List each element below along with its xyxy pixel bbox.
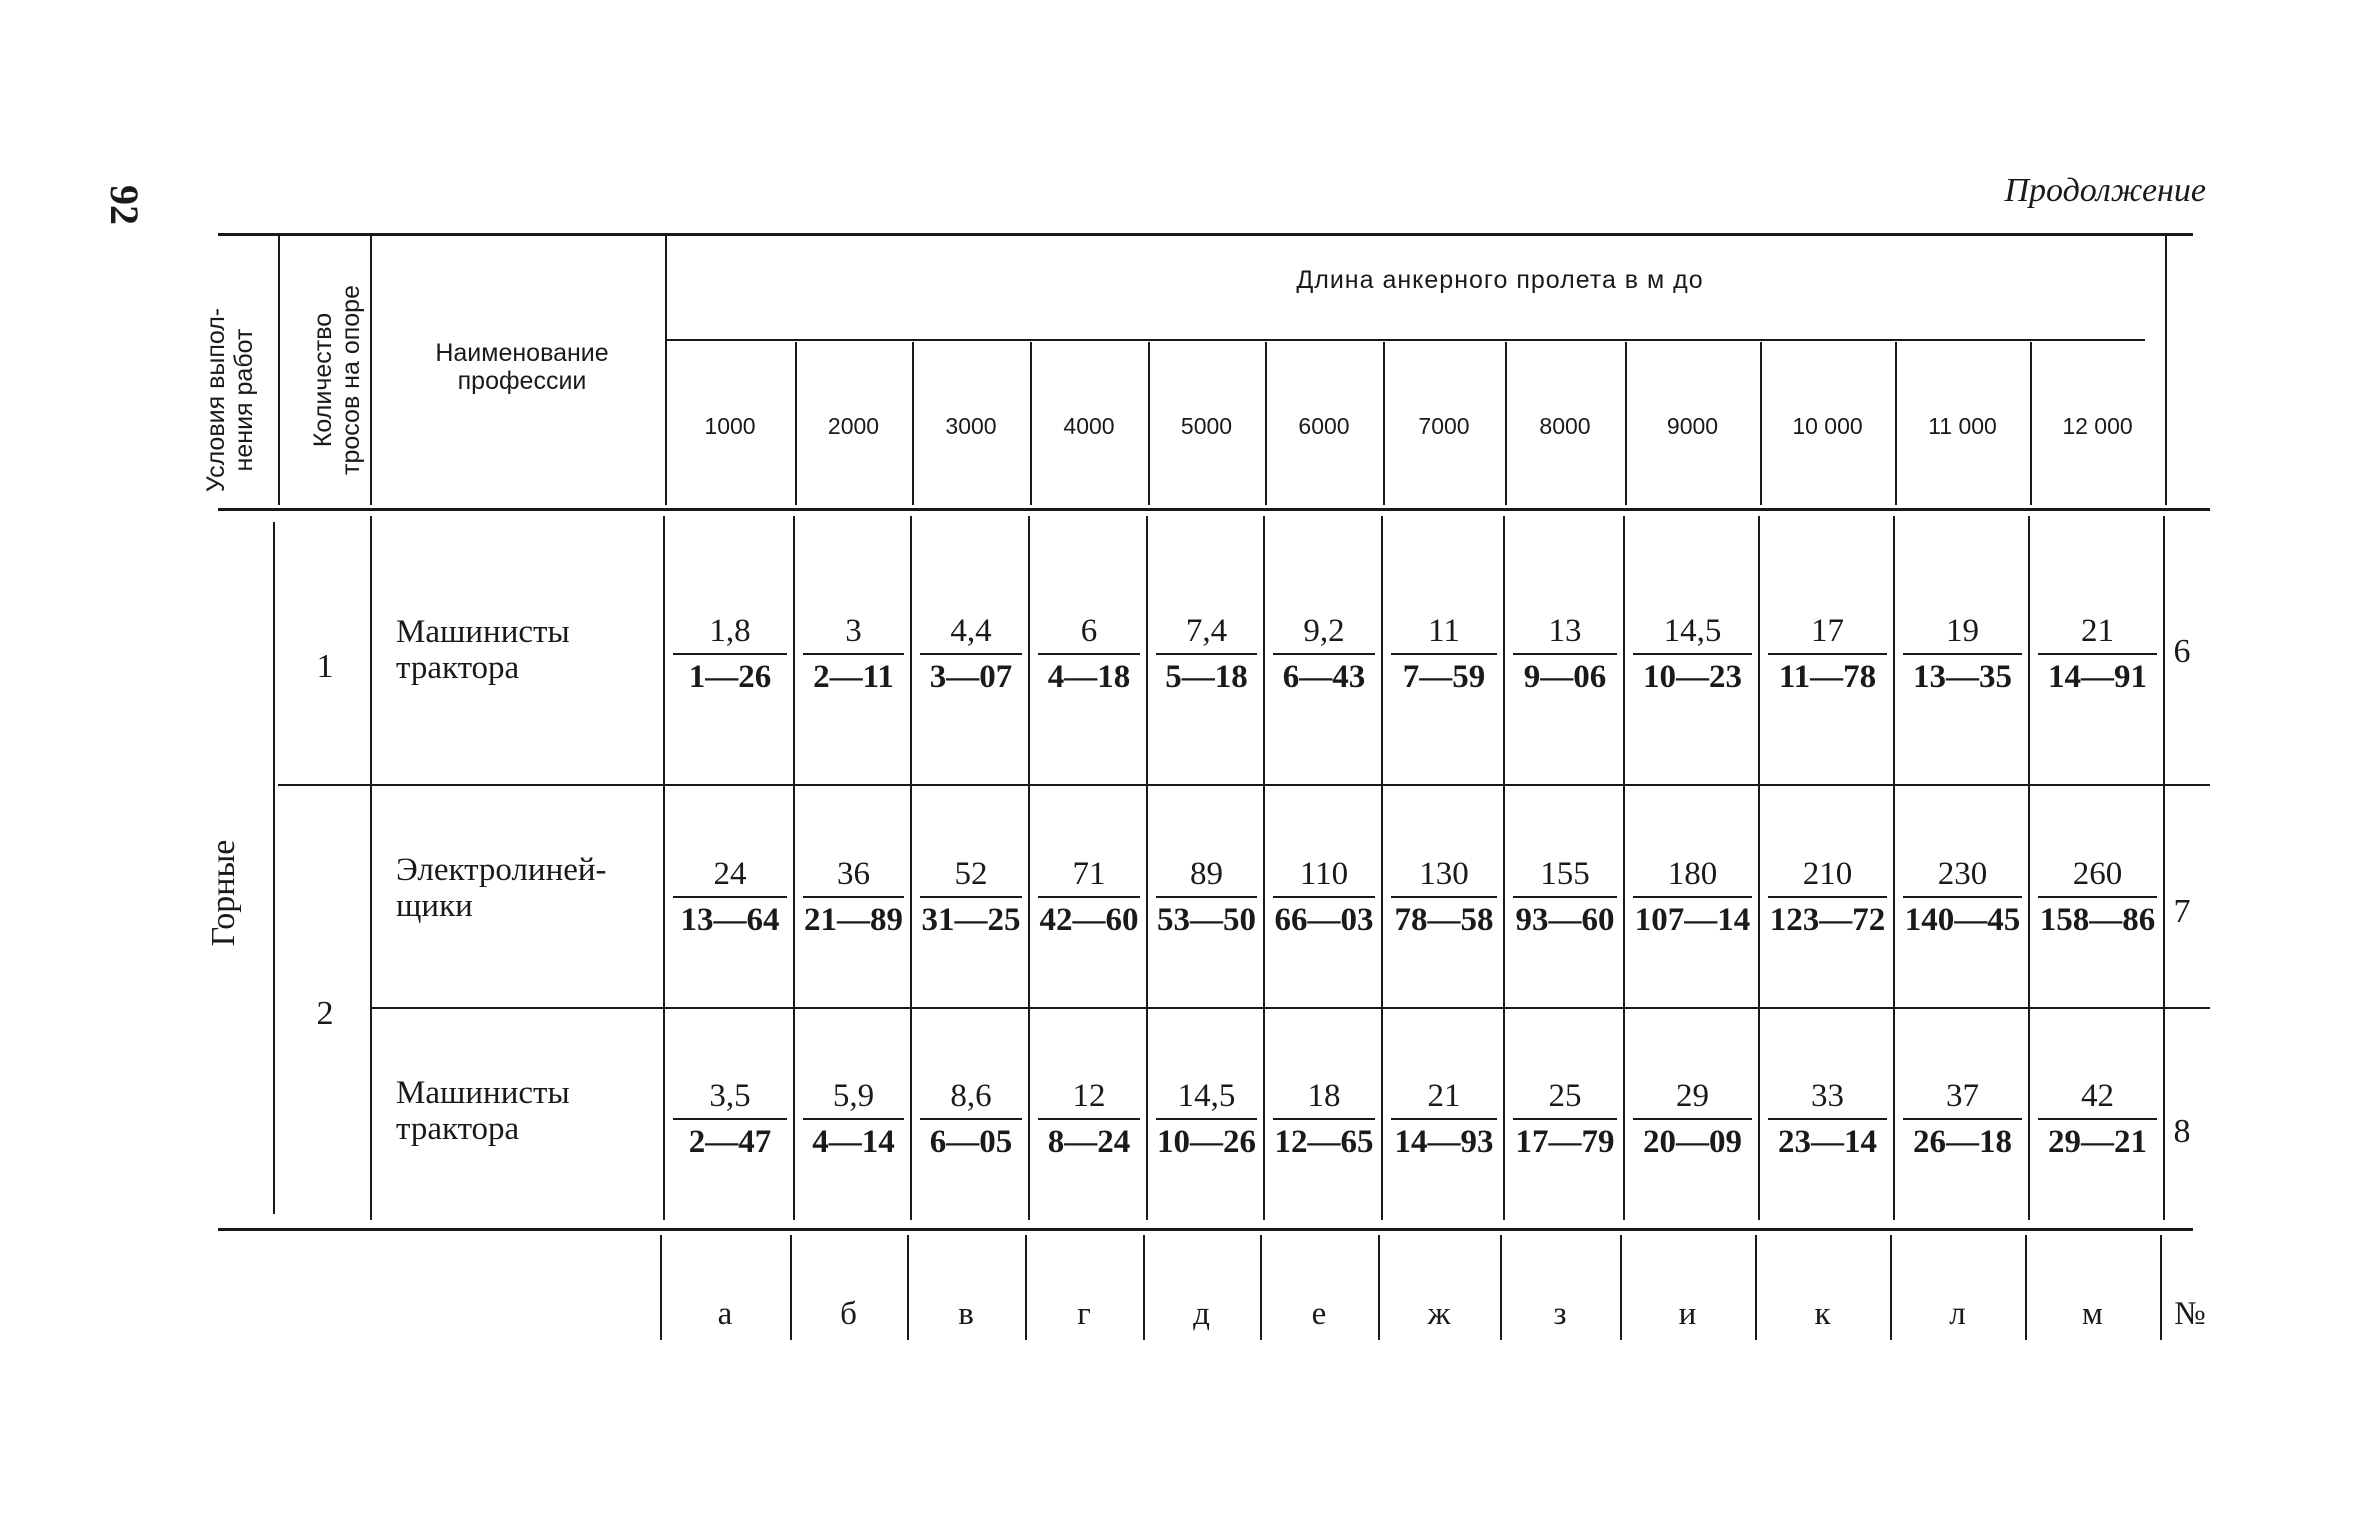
norm-value: 42 — [2081, 1078, 2114, 1114]
rate-value: 2—47 — [688, 1124, 772, 1160]
row-1-cell-4 — [1030, 610, 1148, 698]
header-span-title: Длина анкерного пролета в м до — [1296, 266, 1704, 294]
rate-value: 8—24 — [1047, 1124, 1131, 1160]
norm-value: 5,9 — [832, 1078, 875, 1114]
row-1-cell-9 — [1625, 610, 1760, 698]
norm-value: 155 — [1540, 856, 1590, 892]
rate-value: 4—14 — [812, 1124, 895, 1160]
column-letter-8: з — [1553, 1296, 1567, 1332]
norm-value: 130 — [1419, 856, 1469, 892]
norm-value: 29 — [1676, 1078, 1709, 1114]
norm-value: 8,6 — [950, 1078, 992, 1114]
norm-value: 3,5 — [709, 1078, 751, 1114]
rate-value: 140—45 — [1904, 902, 2021, 938]
row-3-cell-6 — [1265, 1075, 1383, 1163]
fraction-bar — [1391, 653, 1497, 655]
row-2-cell-10 — [1760, 853, 1895, 941]
fraction-bar — [1156, 653, 1257, 655]
norm-value: 230 — [1937, 856, 1988, 892]
header-length-9: 9000 — [1666, 413, 1719, 439]
norm-value: 260 — [2072, 856, 2123, 892]
rate-value: 2—11 — [813, 659, 894, 695]
row-1-cell-1 — [665, 610, 795, 698]
norm-value: 6 — [1080, 613, 1098, 649]
header-length-7: 7000 — [1418, 413, 1470, 439]
fraction-bar — [1038, 896, 1140, 898]
fraction-bar — [803, 653, 904, 655]
row-3-profession: Машинисты трактора — [396, 1075, 570, 1147]
norm-value: 14,5 — [1663, 613, 1722, 649]
rate-value: 1—26 — [688, 659, 772, 695]
row-1-cell-6 — [1265, 610, 1383, 698]
row-3-cell-2 — [795, 1075, 912, 1163]
rate-value: 10—23 — [1643, 659, 1742, 695]
rate-value: 12—65 — [1274, 1124, 1374, 1160]
column-letter-2: б — [840, 1296, 857, 1332]
row-3-number: 8 — [2173, 1113, 2191, 1150]
column-letter-4: г — [1077, 1296, 1091, 1332]
row-1-cell-3 — [912, 610, 1030, 698]
norm-value: 89 — [1190, 856, 1223, 892]
fraction-bar — [1633, 653, 1752, 655]
page-number: 92 — [102, 185, 147, 225]
row-1-cell-10 — [1760, 610, 1895, 698]
fraction-bar — [1391, 896, 1497, 898]
row-2-cables: 2 — [316, 995, 334, 1032]
rate-value: 31—25 — [921, 902, 1021, 938]
header-length-11: 11 000 — [1928, 413, 1997, 439]
header-length-8: 8000 — [1539, 413, 1591, 439]
rule-col-conditions-body — [273, 522, 275, 1214]
norm-value: 17 — [1811, 613, 1844, 649]
row-2-cell-9 — [1625, 853, 1760, 941]
norm-value: 9,2 — [1303, 613, 1345, 649]
row-3-cell-4 — [1030, 1075, 1148, 1163]
rule-col-cables-body — [370, 516, 372, 1220]
fraction-bar — [1391, 1118, 1497, 1120]
row-1-cell-8 — [1505, 610, 1625, 698]
rate-value: 158—86 — [2039, 902, 2156, 938]
fraction-bar — [1633, 1118, 1752, 1120]
row-1-cell-11 — [1895, 610, 2030, 698]
rate-value: 17—79 — [1515, 1124, 1615, 1160]
row-3-cell-9 — [1625, 1075, 1760, 1163]
row-3-cell-3 — [912, 1075, 1030, 1163]
norm-value: 37 — [1946, 1078, 1979, 1114]
fraction-bar — [1273, 896, 1375, 898]
rate-value: 123—72 — [1769, 902, 1886, 938]
row-3-cell-5 — [1148, 1075, 1265, 1163]
column-letter-5: д — [1193, 1296, 1210, 1332]
fraction-bar — [2038, 1118, 2157, 1120]
rate-value: 107—14 — [1634, 902, 1751, 938]
conditions-label: Горные — [205, 839, 242, 947]
rate-value: 21—89 — [804, 902, 903, 938]
fraction-bar — [920, 896, 1022, 898]
row-1-cell-7 — [1383, 610, 1505, 698]
norm-value: 13 — [1548, 613, 1582, 649]
fraction-bar — [1513, 1118, 1617, 1120]
rate-value: 14—93 — [1394, 1124, 1494, 1160]
fraction-bar — [803, 896, 904, 898]
continuation-label: Продолжение — [2004, 172, 2206, 209]
fraction-bar — [1273, 653, 1375, 655]
rate-value: 26—18 — [1913, 1124, 2012, 1160]
norm-value: 21 — [1427, 1078, 1461, 1114]
row-3-cell-8 — [1505, 1075, 1625, 1163]
row-3-cell-10 — [1760, 1075, 1895, 1163]
header-conditions: Условия выпол- нения работ — [202, 307, 258, 493]
norm-value: 25 — [1548, 1078, 1582, 1114]
fraction-bar — [1156, 896, 1257, 898]
fraction-bar — [920, 653, 1022, 655]
rule-top — [218, 233, 2193, 236]
column-letter-3: в — [958, 1296, 974, 1332]
norm-value: 14,5 — [1177, 1078, 1236, 1114]
row-1-cell-2 — [795, 610, 912, 698]
fraction-bar — [1038, 653, 1140, 655]
column-letter-6: е — [1311, 1296, 1327, 1332]
row-1-cell-5 — [1148, 610, 1265, 698]
fraction-bar — [1513, 653, 1617, 655]
fraction-bar — [920, 1118, 1022, 1120]
header-length-2: 2000 — [827, 413, 880, 439]
rate-value: 4—18 — [1047, 659, 1131, 695]
row-2-cell-12 — [2030, 853, 2165, 941]
rate-value: 78—58 — [1394, 902, 1494, 938]
column-letter-7: ж — [1427, 1296, 1451, 1332]
header-length-10: 10 000 — [1792, 413, 1863, 439]
header-length-4: 4000 — [1063, 413, 1115, 439]
header-length-5: 5000 — [1180, 413, 1233, 439]
rule-col-foot-12 — [2160, 1235, 2162, 1340]
row-2-cell-5 — [1148, 853, 1265, 941]
rate-value: 3—07 — [929, 659, 1013, 695]
rule-row1-bottom — [278, 784, 2210, 786]
header-length-3: 3000 — [945, 413, 997, 439]
header-profession: Наименование профессии — [435, 339, 609, 395]
column-letter-10: к — [1814, 1296, 1831, 1332]
column-letter-9: и — [1678, 1296, 1697, 1332]
row-2-cell-3 — [912, 853, 1030, 941]
row-3-cell-1 — [665, 1075, 795, 1163]
row-2-cell-7 — [1383, 853, 1505, 941]
column-letter-1: а — [717, 1296, 733, 1332]
fraction-bar — [1273, 1118, 1375, 1120]
rate-value: 29—21 — [2048, 1124, 2147, 1160]
fraction-bar — [1768, 896, 1887, 898]
rate-value: 93—60 — [1515, 902, 1615, 938]
rate-value: 6—43 — [1282, 659, 1366, 695]
rate-value: 6—05 — [929, 1124, 1013, 1160]
norm-value: 210 — [1802, 856, 1853, 892]
header-length-6: 6000 — [1298, 413, 1350, 439]
rate-value: 7—59 — [1402, 659, 1486, 695]
rate-value: 42—60 — [1039, 902, 1139, 938]
norm-value: 19 — [1946, 613, 1979, 649]
rate-value: 53—50 — [1157, 902, 1256, 938]
fraction-bar — [2038, 896, 2157, 898]
fraction-bar — [1513, 896, 1617, 898]
header-cables: Количество тросов на опоре — [309, 285, 365, 475]
rate-value: 23—14 — [1778, 1124, 1877, 1160]
fraction-bar — [673, 1118, 787, 1120]
norm-value: 3 — [845, 613, 862, 649]
rate-value: 20—09 — [1643, 1124, 1742, 1160]
rate-value: 9—06 — [1523, 659, 1607, 695]
rate-value: 13—35 — [1913, 659, 2012, 695]
rule-row2-bottom — [370, 1007, 2210, 1009]
fraction-bar — [673, 896, 787, 898]
norm-value: 52 — [954, 856, 988, 892]
rule-col-12 — [2165, 235, 2167, 505]
fraction-bar — [1768, 1118, 1887, 1120]
row-1-profession: Машинисты трактора — [396, 614, 570, 686]
rule-header-bottom — [218, 508, 2210, 511]
norm-value: 71 — [1072, 856, 1106, 892]
header-length-12: 12 000 — [2062, 413, 2133, 439]
row-3-cell-11 — [1895, 1075, 2030, 1163]
row-2-cell-6 — [1265, 853, 1383, 941]
row-2-cell-8 — [1505, 853, 1625, 941]
rate-value: 11—78 — [1778, 659, 1877, 695]
rule-col-conditions — [278, 235, 280, 505]
norm-value: 24 — [713, 856, 747, 892]
fraction-bar — [1156, 1118, 1257, 1120]
norm-value: 4,4 — [950, 613, 992, 649]
norm-value: 12 — [1072, 1078, 1106, 1114]
row-2-cell-2 — [795, 853, 912, 941]
norm-value: 18 — [1307, 1078, 1341, 1114]
rate-value: 10—26 — [1157, 1124, 1256, 1160]
row-2-cell-4 — [1030, 853, 1148, 941]
fraction-bar — [1903, 896, 2022, 898]
column-letter-12: м — [2082, 1296, 2103, 1332]
column-number-label: № — [2174, 1296, 2206, 1332]
norm-value: 1,8 — [709, 613, 751, 649]
fraction-bar — [803, 1118, 904, 1120]
column-letter-11: л — [1949, 1296, 1966, 1332]
fraction-bar — [2038, 653, 2157, 655]
row-3-cell-7 — [1383, 1075, 1505, 1163]
fraction-bar — [1903, 1118, 2022, 1120]
fraction-bar — [1038, 1118, 1140, 1120]
rate-value: 5—18 — [1165, 659, 1248, 695]
rule-table-bottom — [218, 1228, 2193, 1231]
norm-value: 7,4 — [1185, 613, 1228, 649]
norm-value: 33 — [1811, 1078, 1844, 1114]
row-1-cell-12 — [2030, 610, 2165, 698]
fraction-bar — [1903, 653, 2022, 655]
fraction-bar — [1768, 653, 1887, 655]
row-3-cell-12 — [2030, 1075, 2165, 1163]
fraction-bar — [673, 653, 787, 655]
row-1-number: 6 — [2173, 633, 2191, 670]
row-1-cables: 1 — [316, 648, 334, 685]
rate-value: 66—03 — [1274, 902, 1374, 938]
rate-value: 13—64 — [680, 902, 780, 938]
norm-value: 36 — [837, 856, 870, 892]
norm-value: 110 — [1299, 856, 1349, 892]
norm-value: 180 — [1667, 856, 1718, 892]
rule-subheader — [665, 339, 2145, 341]
fraction-bar — [1633, 896, 1752, 898]
row-2-number: 7 — [2173, 893, 2191, 930]
header-length-1: 1000 — [704, 413, 756, 439]
rate-value: 14—91 — [2048, 659, 2147, 695]
row-2-profession: Электролиней- щики — [396, 852, 607, 924]
row-2-cell-1 — [665, 853, 795, 941]
norm-value: 11 — [1428, 613, 1460, 649]
row-2-cell-11 — [1895, 853, 2030, 941]
norm-value: 21 — [2081, 613, 2114, 649]
